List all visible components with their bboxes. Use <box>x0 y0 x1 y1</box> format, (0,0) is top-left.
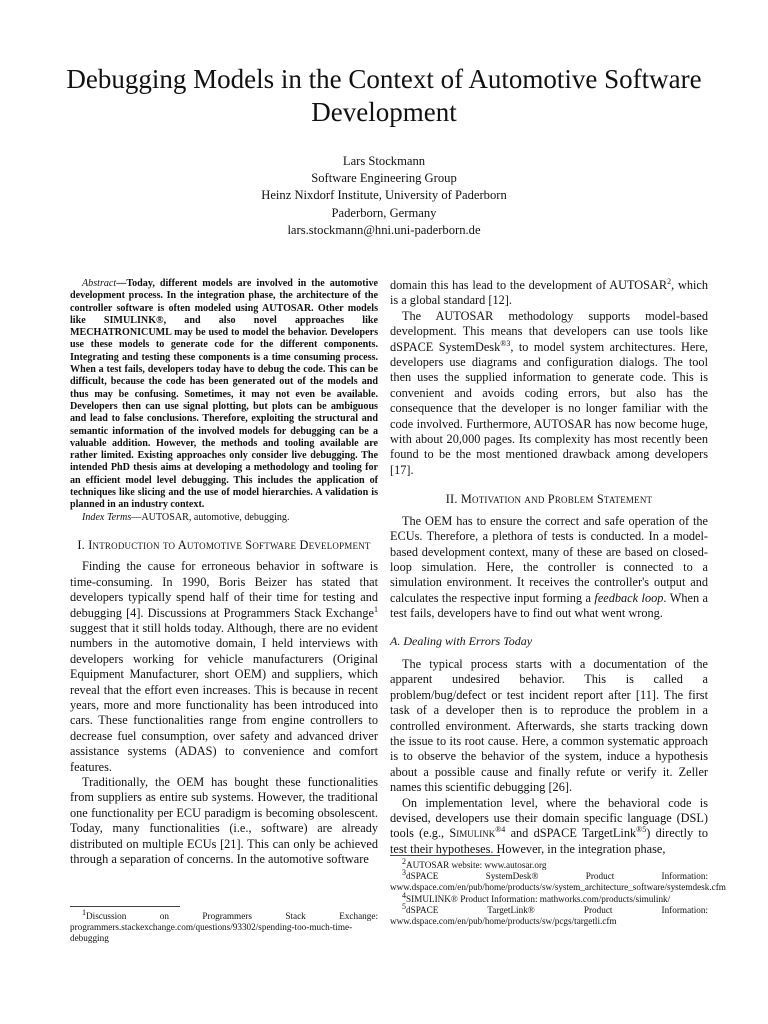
footnote-2-text: AUTOSAR website: www.autosar.org <box>406 860 547 870</box>
index-terms <box>70 512 378 524</box>
section-2-p1-text: The OEM has to ensure the correct and safe operation of the ECUs. Therefore, a plethora of tests is conducted. In a model-based development context, many of these are based on closed-loop simulation. Here, the controller is connected to a simulation environment. It receives the controller's output and calculates the respective input forming a <box>390 513 708 605</box>
footnote-5-num: 5 <box>402 901 406 911</box>
author-name: Lars Stockmann <box>342 154 426 168</box>
section-1-p1-text: Finding the cause for erroneous behavior in software is time-consuming. In 1990, Boris Beizer has stated that developers typically spend half of their time for testing and debugging [4]. Discussions at Programmers Stack Exchange <box>70 559 378 620</box>
abstract-label: Abstract <box>82 278 117 289</box>
author-institute: Heinz Nixdorf Institute, University of Paderborn <box>261 188 507 203</box>
section-2-paragraph-1 <box>390 514 708 622</box>
footnote-5-text: dSPACE TargetLink® Product Information: www.dspace.com/en/pub/home/products/sw/pcgs/targetli.cfm <box>390 904 708 927</box>
footnote-2 <box>390 856 708 871</box>
footnote-4-text: SIMULINK® Product Information: mathworks.com/products/simulink/ <box>406 893 671 904</box>
footnote-3 <box>390 868 726 893</box>
footnote-2-num: 2 <box>402 856 406 866</box>
author-email[interactable]: lars.stockmann@hni.uni-paderborn.de <box>287 222 481 237</box>
section-1-paragraph-1 <box>70 559 378 775</box>
subsection-a-p2-text: On implementation level, where the behavioral code is devised, developers use their domain specific language (DSL) tools (e.g., <box>390 795 708 841</box>
footnote-rule <box>70 906 180 907</box>
simulink-term: Simulink <box>449 826 496 841</box>
feedback-loop-term: feedback loop <box>594 590 664 605</box>
footnote-5 <box>390 901 708 927</box>
footnote-rule-right <box>390 855 500 856</box>
subsection-a-p2-mid: and dSPACE TargetLink <box>505 826 637 841</box>
footnote-3-text: dSPACE SystemDesk® Product Information: www.dspace.com/en/pub/home/products/sw/system_architecture_software/systemdesk.cfm <box>390 871 726 893</box>
author-group: Software Engineering Group <box>311 171 457 186</box>
footnote-4-num: 4 <box>402 890 406 900</box>
right-p1-text: domain this has lead to the development of AUTOSAR <box>390 278 668 292</box>
footnote-4 <box>390 890 708 905</box>
section-2-p1-rest: . When a test fails, developers have to find out what went wrong. <box>390 590 708 621</box>
footnote-1-text: Discussion on Programmers Stack Exchange: programmers.stackexchange.com/questions/93302/spending-too-much-time-debugging <box>70 911 378 944</box>
subsection-a-paragraph-1: The typical process starts with a documentation of the apparent undesired behavior. This is called a problem/bug/defect or test incident report after [11]. The first task of a developer then is to reproduce the problem in a controlled environment. Afterwards, she starts tracking down the issue to its root cause. Here, a common systematic approach is to observe the behavior of the system, induce a hypothesis about a possible cause and finally refute or verify it. Zeller names this scientific debugging [26]. <box>390 656 708 795</box>
index-terms-text: —AUTOSAR, automotive, debugging. <box>131 511 290 523</box>
author-location: Paderborn, Germany <box>331 205 437 220</box>
footnote-ref-5[interactable]: ®5 <box>636 825 647 835</box>
section-1-p1-rest: suggest that it still holds today. Although, there are no evident numbers in the automotive domain, I held interviews with developers working for vehicle manufacturers (Original Equipment Manufacturer, short OEM) and suppliers, which reveal that the effort even increases. This is because in recent years, more and more functionality has been introduced into cars. These functionalities range from engine controllers to decrease fuel consumption, over safety and advanced driver assistance systems (ADAS) to convenience and comfort features. <box>70 620 378 774</box>
footnote-ref-4[interactable]: ®4 <box>495 825 506 835</box>
footnotes-right <box>390 855 726 927</box>
section-1-paragraph-2: Traditionally, the OEM has bought these functionalities from suppliers as entire sub systems. However, the traditional one functionality per ECU paradigm is becoming obsolescent. Today, many functionalities (i.e., software) are already distributed on multiple ECUs [21]. This can only be achieved through a separation of concerns. In the automotive software <box>70 775 378 867</box>
paper-title: Debugging Models in the Context of Automotive Software Development <box>66 64 702 127</box>
footnote-3-num: 3 <box>402 868 406 878</box>
section-2-heading: II. Motivation and Problem Statement <box>445 492 653 507</box>
section-1-heading: I. Introduction to Automotive Software Development <box>77 537 371 552</box>
right-paragraph-2 <box>390 309 708 478</box>
right-p1-rest: , which is a global standard [12]. <box>390 278 708 308</box>
right-p2-text: The AUTOSAR methodology supports model-based development. This means that developers can use tools like dSPACE SystemDesk <box>390 308 708 354</box>
right-p2-rest: , to model system architectures. Here, developers use diagrams and configuration dialogs. The tool then uses the supplied information to generate code. This is convenient and avoids coding errors, but also has the consequence that the developer is no longer familiar with the code involved. Furthermore, AUTOSAR has now become huge, with about 20,000 pages. Its complexity has most recently been found to be the most mentioned drawback among developers [17]. <box>390 339 708 477</box>
abstract <box>70 278 378 512</box>
abstract-text: —Today, different models are involved in the automotive development process. In the integration phase, the architecture of the controller software is often modeled using AUTOSAR. Other models like SIMULINK®, and also novel approaches like MECHATRONICUML may be used to model the behavior. Developers use these models to generate code for the different components. Integrating and testing these components is a time consuming process. When a test fails, developers today have to debug the code. This can be difficult, because the code has been generated out of the models and thus may be confusing. Sometimes, it may not even be available. Developers then can use signal plotting, but plots can be ambiguous and lead to false conclusions. Therefore, exploiting the structural and semantic information of the involved models for debugging can be a valuable addition. However, the methods and tooling available are rather limited. Existing approaches only consider live debugging. The intended PhD thesis aims at developing a methodology and tooling for an efficient model level debugging. This includes the application of techniques like slicing and the use of model hierarchies. A validation is planned in an industry context. <box>70 278 378 511</box>
footnote-ref-1[interactable]: 1 <box>374 604 378 614</box>
footnote-ref-2[interactable]: 2 <box>667 276 672 286</box>
author-block <box>40 153 728 239</box>
subsection-a-paragraph-2 <box>390 796 708 858</box>
footnote-ref-3[interactable]: ®3 <box>500 338 511 348</box>
subsection-a-heading: A. Dealing with Errors Today <box>390 633 533 648</box>
right-column <box>390 278 708 857</box>
footnotes-left <box>70 906 378 945</box>
left-column <box>70 278 378 867</box>
index-terms-label: Index Terms <box>82 511 132 523</box>
subsection-a-p2-rest: ) directly to test their hypotheses. However, in the integration phase, <box>390 826 708 856</box>
footnote-1 <box>70 907 378 945</box>
right-paragraph-1 <box>390 278 708 309</box>
footnote-1-num: 1 <box>82 907 86 917</box>
